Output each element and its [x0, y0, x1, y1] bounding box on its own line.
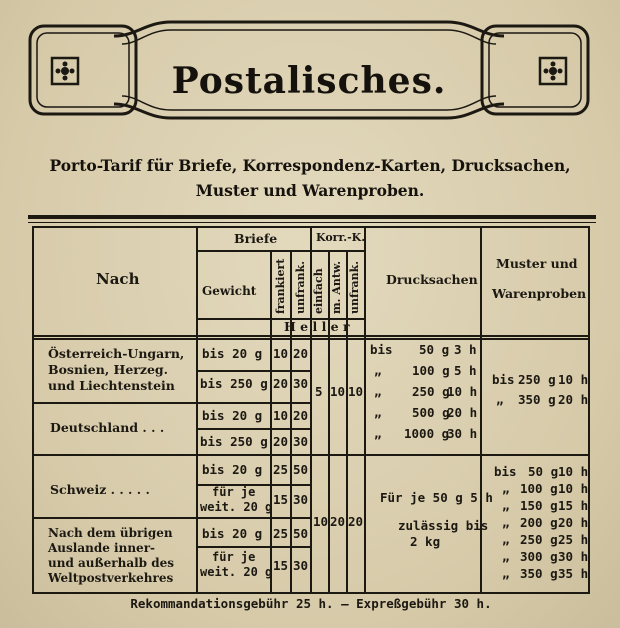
row-divider [196, 546, 310, 548]
region-ausland-3: und außerhalb des [48, 556, 174, 570]
briefe-unfrankiert: 30 [293, 376, 309, 391]
briefe-frankiert: 25 [273, 462, 289, 477]
header-drucksachen: Drucksachen [386, 272, 478, 287]
drucksachen-weight: 250 g [412, 384, 450, 399]
drucksachen-prefix: „ [374, 405, 382, 420]
col-divider [364, 228, 366, 592]
briefe-unfrankiert: 30 [293, 558, 309, 573]
header-mit-antwort: m. Antw. [330, 260, 343, 314]
header-unfrankiert: unfrank. [294, 260, 307, 314]
briefe-frankiert: 10 [273, 346, 289, 361]
muster-weight: 200 g [520, 515, 558, 530]
muster-weight: 100 g [520, 481, 558, 496]
muster-price: 10 h [558, 481, 589, 496]
drucksachen-weight: 100 g [412, 363, 450, 378]
col-divider [290, 250, 292, 592]
muster-weight: 350 g [518, 392, 556, 407]
header-frankiert: frankiert [274, 258, 287, 314]
muster-weight: 300 g [520, 549, 558, 564]
title-rule-thin [28, 222, 596, 223]
drucksachen-ausland-limit: zulässig bis [398, 518, 489, 533]
muster-prefix: „ [502, 566, 510, 581]
briefe-weight: bis 250 g [200, 434, 268, 449]
muster-weight: 350 g [520, 566, 558, 581]
header-heller: H e l l e r [284, 319, 350, 334]
muster-price: 35 h [558, 566, 589, 581]
region-ausland-1: Nach dem übrigen [48, 526, 173, 540]
briefe-unfrankiert: 20 [293, 408, 309, 423]
briefe-unfrankiert: 30 [293, 434, 309, 449]
row-divider [34, 335, 588, 337]
header-muster-line1: Muster und [496, 256, 578, 271]
page-heading: Postalisches. [171, 60, 447, 102]
korr-einfach: 10 [313, 514, 329, 529]
drucksachen-price: 20 h [447, 405, 478, 420]
briefe-frankiert: 15 [273, 558, 289, 573]
col-divider [480, 228, 482, 592]
col-divider [196, 228, 198, 592]
briefe-weight-line2: weit. 20 g [200, 500, 273, 514]
region-ausland-2: Auslande inner- [48, 541, 155, 555]
muster-weight: 150 g [520, 498, 558, 513]
drucksachen-weight: 1000 g [404, 426, 450, 441]
briefe-frankiert: 20 [273, 376, 289, 391]
drucksachen-price: 10 h [447, 384, 478, 399]
muster-prefix: „ [502, 515, 510, 530]
header-korr: Korr.-K. [316, 231, 366, 244]
drucksachen-weight: 50 g [419, 342, 450, 357]
title-rule-thick [28, 215, 596, 219]
row-divider [34, 517, 310, 519]
briefe-unfrankiert: 30 [293, 492, 309, 507]
briefe-weight: bis 250 g [200, 376, 268, 391]
briefe-weight-line1: für je [212, 550, 256, 564]
region-deutschland: Deutschland . . . [50, 420, 165, 435]
muster-prefix: „ [496, 392, 504, 407]
drucksachen-price: 3 h [454, 342, 477, 357]
header-gewicht: Gewicht [202, 284, 257, 298]
drucksachen-prefix: „ [374, 426, 382, 441]
col-divider [270, 250, 272, 592]
muster-prefix: „ [502, 549, 510, 564]
briefe-frankiert: 15 [273, 492, 289, 507]
muster-price: 10 h [558, 464, 589, 479]
briefe-frankiert: 20 [273, 434, 289, 449]
drucksachen-price: 5 h [454, 363, 477, 378]
header-cartouche [26, 18, 592, 122]
muster-price: 20 h [558, 515, 589, 530]
header-einfach: einfach [312, 268, 325, 314]
muster-price: 30 h [558, 549, 589, 564]
row-divider [34, 338, 588, 340]
korr-unfrankiert: 20 [348, 514, 364, 529]
muster-prefix: „ [502, 498, 510, 513]
muster-price: 10 h [558, 372, 589, 387]
header-korr-unfrankiert: unfrank. [348, 260, 361, 314]
korr-mit-antwort: 10 [330, 384, 346, 399]
muster-prefix: bis [494, 464, 517, 479]
briefe-frankiert: 25 [273, 526, 289, 541]
briefe-weight-line1: für je [212, 485, 256, 499]
briefe-weight: bis 20 g [202, 462, 263, 477]
drucksachen-weight: 500 g [412, 405, 450, 420]
briefe-frankiert: 10 [273, 408, 289, 423]
drucksachen-prefix: „ [374, 384, 382, 399]
briefe-weight: bis 20 g [202, 526, 263, 541]
row-divider [196, 428, 310, 430]
korr-unfrankiert: 10 [348, 384, 364, 399]
muster-prefix: bis [492, 372, 515, 387]
muster-prefix: „ [502, 532, 510, 547]
subtitle-line-2: Muster und Warenproben. [195, 181, 425, 200]
drucksachen-prefix: bis [370, 342, 393, 357]
muster-price: 15 h [558, 498, 589, 513]
drucksachen-ausland-rate: Für je 50 g 5 h [380, 490, 493, 505]
row-divider [196, 250, 364, 252]
tariff-table [32, 226, 590, 594]
region-oesterreich-2: Bosnien, Herzeg. [48, 362, 169, 377]
drucksachen-ausland-kg: 2 kg [410, 534, 441, 549]
muster-prefix: „ [502, 481, 510, 496]
muster-price: 20 h [558, 392, 589, 407]
muster-weight: 250 g [520, 532, 558, 547]
muster-weight: 250 g [518, 372, 556, 387]
briefe-unfrankiert: 50 [293, 462, 309, 477]
region-ausland-4: Weltpostverkehres [48, 571, 174, 585]
footer-fees: Rekommandationsgebühr 25 h. — Expreßgebühr 30 h. [130, 596, 492, 611]
region-oesterreich-3: und Liechtenstein [48, 378, 175, 393]
subtitle-line-1: Porto-Tarif für Briefe, Korrespondenz-Karten, Drucksachen, [49, 156, 571, 175]
drucksachen-price: 30 h [447, 426, 478, 441]
briefe-unfrankiert: 20 [293, 346, 309, 361]
row-divider [34, 454, 588, 456]
row-divider [34, 402, 310, 404]
header-briefe: Briefe [234, 231, 278, 246]
korr-einfach: 5 [315, 384, 323, 399]
region-oesterreich-1: Österreich-Ungarn, [48, 346, 185, 361]
briefe-weight: bis 20 g [202, 346, 263, 361]
header-muster-line2: Warenproben [492, 286, 587, 301]
briefe-weight: bis 20 g [202, 408, 263, 423]
briefe-unfrankiert: 50 [293, 526, 309, 541]
muster-weight: 50 g [528, 464, 559, 479]
korr-mit-antwort: 20 [330, 514, 346, 529]
header-nach: Nach [96, 270, 140, 288]
muster-price: 25 h [558, 532, 589, 547]
row-divider [196, 370, 310, 372]
drucksachen-prefix: „ [374, 363, 382, 378]
region-schweiz: Schweiz . . . . . [50, 482, 150, 497]
briefe-weight-line2: weit. 20 g [200, 565, 273, 579]
